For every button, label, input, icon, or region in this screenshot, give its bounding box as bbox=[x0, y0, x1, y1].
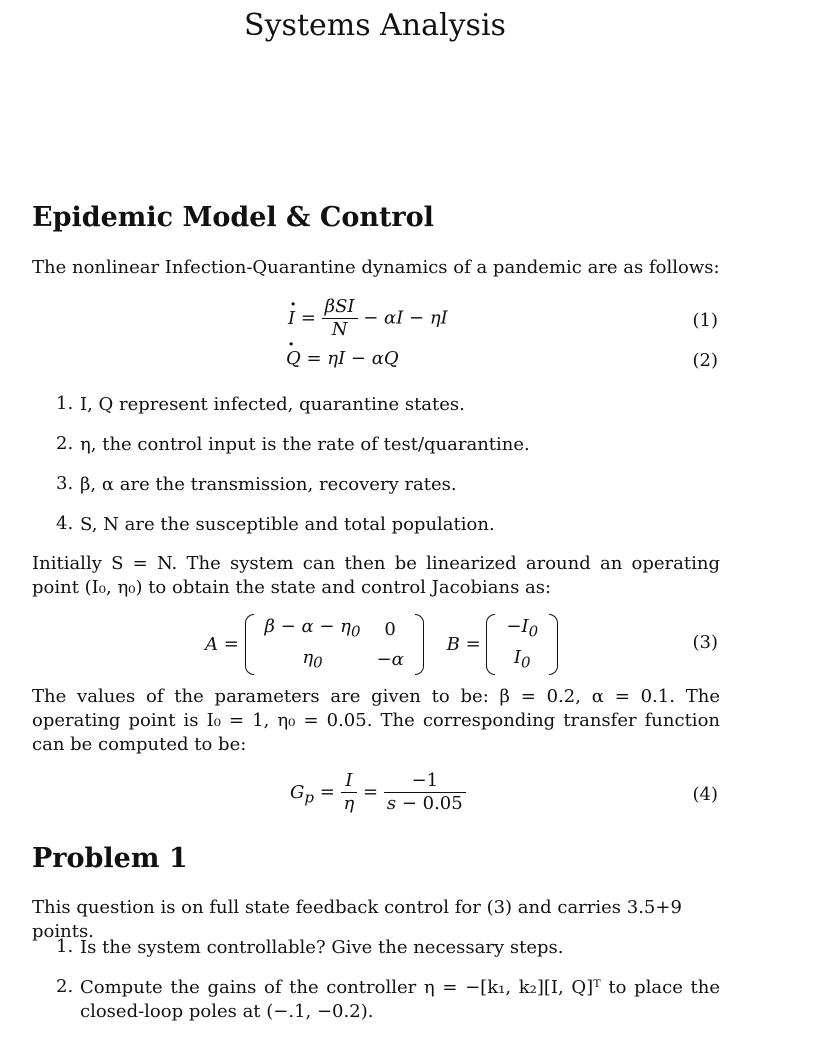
equation-3-number: (3) bbox=[692, 632, 718, 653]
document-title: Systems Analysis bbox=[244, 8, 506, 43]
linearization-paragraph: Initially S = N. The system can then be linearized around an operating point (I₀, η₀) to obtain the state and control Jacobians as: bbox=[32, 553, 720, 598]
equation-4-transfer-function: $G_p$ = $\frac{I}{\eta}$ = $\frac{-1}{s - 0.05}$ bbox=[290, 770, 466, 815]
equation-1-number: (1) bbox=[692, 310, 718, 331]
equation-2: · Q = ηI − αQ bbox=[286, 348, 399, 369]
variables-list: 1. I, Q represent infected, quarantine states. 2. η, the control input is the rate of test/quarantine. 3. β, α are the transmission, recovery rates. 4. S, N are the susceptible and total population. bbox=[56, 393, 530, 535]
equation-1: · I = $\frac{\text{βSI}}{N}$ − αI − ηI bbox=[288, 296, 448, 341]
intro-paragraph: The nonlinear Infection-Quarantine dynamics of a pandemic are as follows: bbox=[32, 257, 720, 278]
parameters-paragraph: The values of the parameters are given to be: β = 0.2, α = 0.1. The operating point is I₀ = 1, η₀ = 0.05. The corresponding transfer function can be computed to be: bbox=[32, 686, 720, 755]
section-heading-problem-1: Problem 1 bbox=[32, 843, 188, 874]
equation-4-number: (4) bbox=[692, 784, 718, 805]
matrix-a: $\beta - \alpha - \eta_0$ 0 $\eta_0$ −α bbox=[245, 614, 424, 675]
matrix-b: $-I_0$ $I_0$ bbox=[486, 614, 558, 675]
section-heading-epidemic-model: Epidemic Model & Control bbox=[32, 202, 434, 233]
equation-2-number: (2) bbox=[692, 350, 718, 371]
equation-3-jacobians: A = $\beta - \alpha - \eta_0$ 0 $\eta_0$ −α B = $-I_0$ $I_0$ bbox=[205, 614, 558, 675]
problem-questions-list: 1. Is the system controllable? Give the necessary steps. 2. Compute the gains of the controller η = −[k₁, k₂][I, Q]ᵀ to place the closed-loop poles at (−.1, −0.2). bbox=[56, 936, 720, 1022]
problem-intro: This question is on full state feedback control for (3) and carries 3.5+9 points. bbox=[32, 897, 682, 942]
